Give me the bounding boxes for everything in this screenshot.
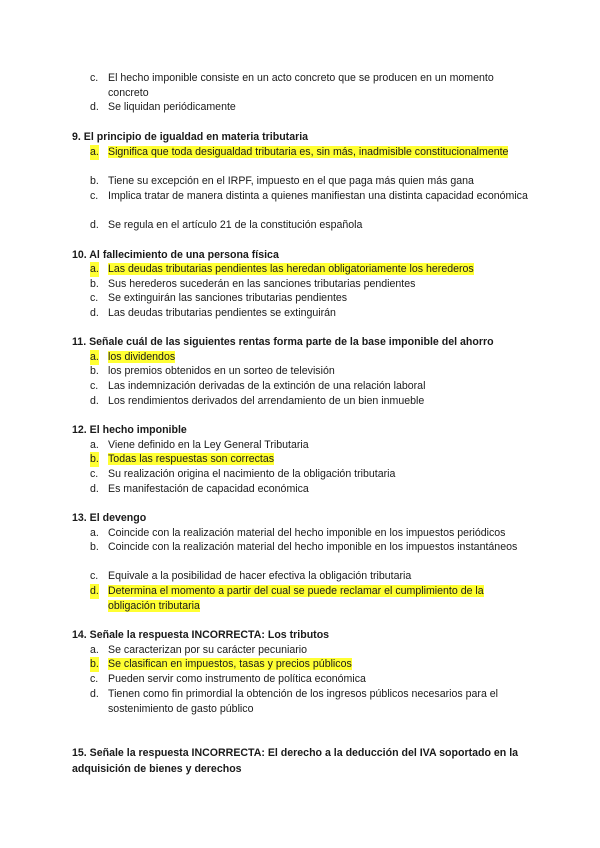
question-11-option-c: c. Las indemnización derivadas de la extinción de una relación laboral [90, 380, 426, 392]
question-13-option-a: a. Coincide con la realización material del hecho imponible en los impuestos periódicos [90, 527, 506, 539]
question-10-option-c: c. Se extinguirán las sanciones tributarias pendientes [90, 292, 348, 304]
question-13-option-b: b. Coincide con la realización material del hecho imponible en los impuestos instantáneos [90, 541, 518, 553]
question-12-option-b: b. Todas las respuestas son correctas [90, 453, 275, 465]
question-11-option-d: d. Los rendimientos derivados del arrendamiento de un bien inmueble [90, 395, 425, 407]
prev-option-d: d. Se liquidan periódicamente [90, 101, 236, 113]
question-12-option-d: d. Es manifestación de capacidad económica [90, 483, 309, 495]
question-10-option-a: a. Las deudas tributarias pendientes las heredan obligatoriamente los herederos [90, 263, 474, 275]
question-14-option-a: a. Se caracterizan por su carácter pecuniario [90, 644, 308, 656]
question-12-option-a: a. Viene definido en la Ley General Tributaria [90, 439, 309, 451]
question-13-option-d: d. Determina el momento a partir del cual se puede reclamar el cumplimiento de la obligación tributaria [90, 585, 484, 612]
question-14-option-d: d. Tienen como fin primordial la obtención de los ingresos públicos necesarios para el sostenimiento de gasto público [90, 688, 499, 715]
question-9-option-b: b. Tiene su excepción en el IRPF, impuesto en el que paga más quien más gana [90, 175, 474, 187]
question-14-title: 14. Señale la respuesta INCORRECTA: Los tributos [72, 629, 330, 641]
question-13-option-c: c. Equivale a la posibilidad de hacer efectiva la obligación tributaria [90, 570, 412, 582]
question-11-title: 11. Señale cuál de las siguientes rentas forma parte de la base imponible del ahorro [72, 336, 494, 348]
prev-option-c: c. El hecho imponible consiste en un acto concreto que se producen en un momento concreto [90, 72, 494, 99]
question-12-title: 12. El hecho imponible [72, 424, 187, 436]
question-14-option-b: b. Se clasifican en impuestos, tasas y precios públicos [90, 658, 352, 670]
question-13-title: 13. El devengo [72, 512, 147, 524]
question-12-option-c: c. Su realización origina el nacimiento de la obligación tributaria [90, 468, 396, 480]
question-11-option-a: a. los dividendos [90, 351, 176, 363]
question-10-title: 10. Al fallecimiento de una persona física [72, 249, 279, 261]
question-10-option-b: b. Sus herederos sucederán en las sanciones tributarias pendientes [90, 278, 416, 290]
question-9-option-d: d. Se regula en el artículo 21 de la constitución española [90, 219, 363, 231]
question-11-option-b: b. los premios obtenidos en un sorteo de televisión [90, 365, 335, 377]
question-15-title: 15. Señale la respuesta INCORRECTA: El derecho a la deducción del IVA soportado en la adquisición de bienes y derechos [72, 747, 519, 775]
question-9-title: 9. El principio de igualdad en materia tributaria [72, 131, 309, 143]
question-9-option-c: c. Implica tratar de manera distinta a quienes manifiestan una distinta capacidad económica [90, 190, 528, 202]
question-9-option-a: a. Significa que toda desigualdad tributaria es, sin más, inadmisible constitucionalmente [90, 146, 509, 158]
question-10-option-d: d. Las deudas tributarias pendientes se extinguirán [90, 307, 336, 319]
question-14-option-c: c. Pueden servir como instrumento de política económica [90, 673, 366, 685]
